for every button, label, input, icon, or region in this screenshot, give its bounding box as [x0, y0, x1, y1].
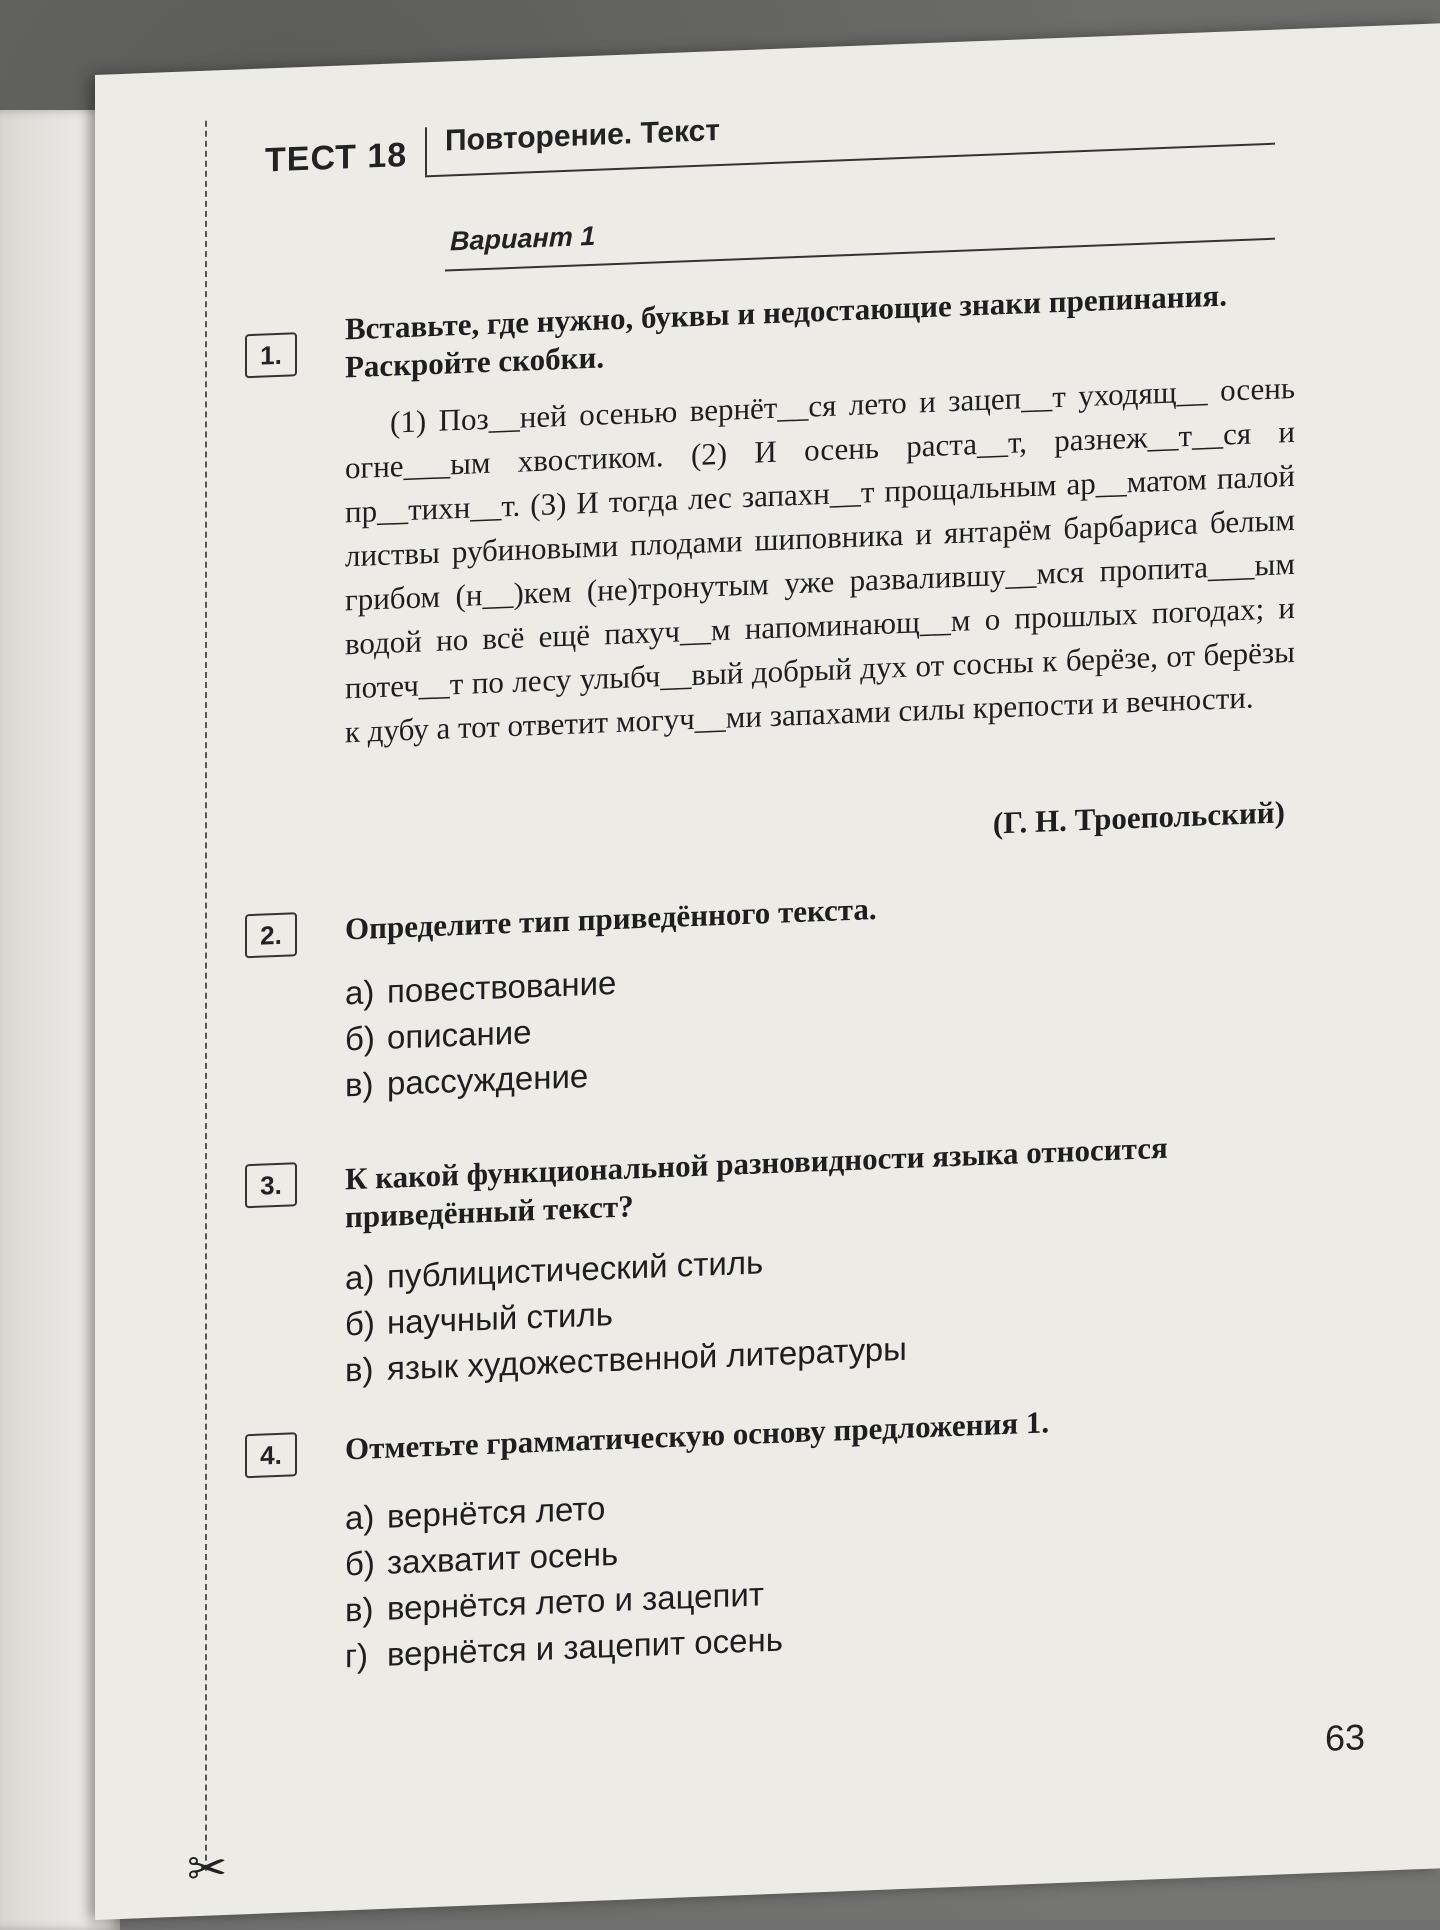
task-number: 1.: [245, 332, 297, 378]
option-c[interactable]: в) рассуждение: [345, 1057, 589, 1104]
options-list: [345, 960, 616, 1108]
task-prompt: Отметьте грамматическую основу предложения 1.: [345, 1404, 1050, 1467]
header-separator: [425, 127, 427, 175]
task-prompt: Вставьте, где нужно, буквы и недостающие знаки препинания. Раскройте скобки.: [345, 277, 1227, 385]
task-number: 4.: [245, 1432, 297, 1478]
page-header: [265, 85, 1275, 184]
section-title: Повторение. Текст: [445, 113, 720, 158]
option-b[interactable]: б) захватит осень: [345, 1534, 619, 1583]
option-c[interactable]: в) язык художественной литературы: [345, 1329, 907, 1389]
page-number: 63: [1325, 1716, 1366, 1759]
workbook-page: [95, 23, 1440, 1920]
test-label: ТЕСТ 18: [265, 136, 408, 180]
option-a[interactable]: а) повествование: [345, 963, 617, 1012]
task-prompt: Определите тип приведённого текста.: [345, 890, 877, 947]
option-a[interactable]: а) вернётся лето: [345, 1489, 606, 1537]
task-number: 2.: [245, 912, 297, 958]
scissors-icon: ✂: [187, 1839, 228, 1898]
option-c[interactable]: в) вернётся лето и зацепит: [345, 1575, 764, 1629]
option-d[interactable]: г) вернётся и зацепит осень: [345, 1620, 783, 1675]
task-1: [245, 274, 1295, 841]
task-3: [245, 1124, 1285, 1389]
options-list: [345, 1479, 783, 1680]
option-b[interactable]: б) описание: [345, 1013, 532, 1058]
task-prompt: К какой функциональной разновидности языка относится приведённый текст?: [345, 1129, 1168, 1235]
author: (Г. Н. Троепольский): [992, 794, 1285, 841]
option-a[interactable]: а) публицистический стиль: [345, 1243, 764, 1297]
task-text: [345, 366, 1295, 754]
cut-line: [205, 121, 207, 1871]
task-number: 3.: [245, 1162, 297, 1208]
option-b[interactable]: б) научный стиль: [345, 1295, 613, 1343]
task-2: [245, 874, 1285, 1104]
options-list: [345, 1234, 907, 1394]
task-4: [245, 1394, 1285, 1675]
variant-title: Вариант 1: [450, 220, 596, 257]
passage: (1) Поз__ней осенью вернёт__ся лето и зацеп__т уходящ__ осень огне___ым хвостиком. (2) И осень раста__т, разнеж__т__ся и пр__тихн__т. (3) И тогда лес запахн__т прощальным ар__матом палой листвы рубиновыми плодами шиповника и янтарём барбариса белым грибом (н__)кем (не)тронутым уже развалившу__мся пропита___ым водой но всё ещё пахуч__м напоминающ__м о прошлых погодах; и потеч__т по лесу улыбч__вый добрый дух от сосны к берёзе, от берёзы к дубу а тот ответит могуч__ми запахами силы крепости и вечности.: [345, 369, 1295, 750]
